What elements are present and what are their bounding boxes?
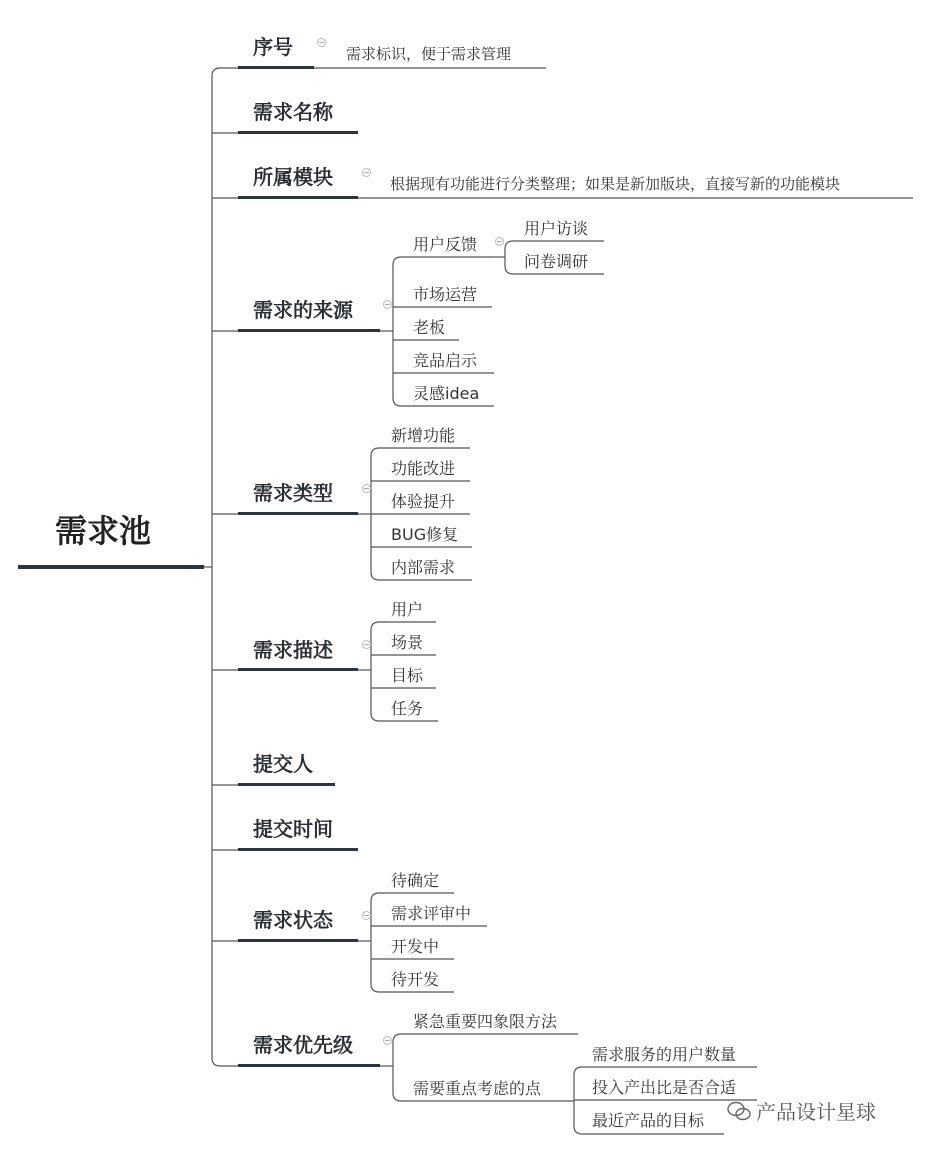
collapse-icon[interactable] <box>362 168 371 177</box>
branch-time[interactable]: 提交时间 <box>253 817 333 841</box>
branch-type-underline <box>238 512 358 515</box>
branch-time-underline <box>238 848 358 851</box>
priority-point[interactable]: 最近产品的目标 <box>592 1111 705 1130</box>
priority-item[interactable]: 需要重点考虑的点 <box>413 1079 542 1098</box>
collapse-icon[interactable] <box>383 1036 392 1045</box>
status-item[interactable]: 待确定 <box>391 871 440 890</box>
desc-item[interactable]: 目标 <box>391 666 424 685</box>
root-topic[interactable]: 需求池 <box>55 512 152 550</box>
priority-point[interactable]: 投入产出比是否合适 <box>592 1078 737 1097</box>
type-item[interactable]: 体验提升 <box>391 492 456 511</box>
branch-source[interactable]: 需求的来源 <box>253 298 353 322</box>
collapse-icon[interactable] <box>362 484 371 493</box>
source-item[interactable]: 老板 <box>413 318 446 337</box>
branch-desc[interactable]: 需求描述 <box>253 638 333 662</box>
wechat-icon <box>726 1100 752 1122</box>
priority-item[interactable]: 紧急重要四象限方法 <box>413 1012 558 1031</box>
status-item[interactable]: 需求评审中 <box>391 904 472 923</box>
branch-priority[interactable]: 需求优先级 <box>253 1033 353 1057</box>
desc-item[interactable]: 用户 <box>391 600 424 619</box>
branch-submitter-underline <box>238 783 335 786</box>
root-underline <box>18 565 204 569</box>
priority-point[interactable]: 需求服务的用户数量 <box>592 1045 737 1064</box>
type-item[interactable]: 功能改进 <box>391 459 456 478</box>
collapse-icon[interactable] <box>362 911 371 920</box>
note-module: 根据现有功能进行分类整理；如果是新加版块，直接写新的功能模块 <box>390 175 841 193</box>
branch-seq-underline <box>238 66 314 69</box>
source-item[interactable]: 竞品启示 <box>413 351 478 370</box>
collapse-icon[interactable] <box>317 38 326 47</box>
type-item[interactable]: 内部需求 <box>391 558 456 577</box>
watermark <box>726 1096 876 1125</box>
branch-name[interactable]: 需求名称 <box>253 100 333 124</box>
branch-source-underline <box>238 329 380 332</box>
status-item[interactable]: 待开发 <box>391 970 440 989</box>
source-item[interactable]: 用户反馈 <box>413 235 478 254</box>
type-item[interactable]: BUG修复 <box>391 525 459 544</box>
branch-status-underline <box>238 939 358 942</box>
collapse-icon[interactable] <box>362 640 371 649</box>
status-item[interactable]: 开发中 <box>391 937 440 956</box>
desc-item[interactable]: 场景 <box>391 633 424 652</box>
collapse-icon[interactable] <box>495 237 504 246</box>
branch-submitter[interactable]: 提交人 <box>253 752 313 776</box>
branch-type[interactable]: 需求类型 <box>253 481 333 505</box>
branch-seq[interactable]: 序号 <box>253 35 293 59</box>
branch-status[interactable]: 需求状态 <box>253 908 333 932</box>
source-item[interactable]: 灵感idea <box>413 384 480 403</box>
collapse-icon[interactable] <box>383 300 392 309</box>
type-item[interactable]: 新增功能 <box>391 426 456 445</box>
branch-name-underline <box>238 131 358 134</box>
note-seq: 需求标识，便于需求管理 <box>346 45 512 63</box>
watermark-text: 产品设计星球 <box>756 1100 876 1124</box>
branch-module-underline <box>238 196 358 199</box>
source-item[interactable]: 市场运营 <box>413 285 478 304</box>
branch-priority-underline <box>238 1064 380 1067</box>
branch-module[interactable]: 所属模块 <box>253 165 333 189</box>
feedback-item[interactable]: 问卷调研 <box>524 252 589 271</box>
branch-desc-underline <box>238 668 358 671</box>
feedback-item[interactable]: 用户访谈 <box>524 219 589 238</box>
desc-item[interactable]: 任务 <box>391 699 424 718</box>
